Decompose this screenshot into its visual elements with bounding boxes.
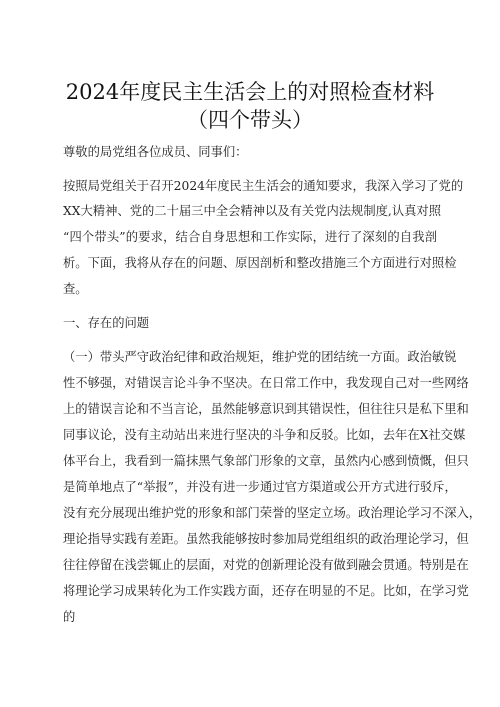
point1-line: 是简单地点了“举报”，并没有进一步通过官方渠道或公开方式进行驳斥， [63, 480, 457, 494]
point1-line: 性不够强，对错误言论斗争不坚决。在日常工作中，我发现自己对一些网络 [63, 376, 469, 390]
document-subtitle: （四个带头） [187, 108, 313, 132]
point1-line: 理论指导实践有差距。虽然我能够按时参加局党组组织的政治理论学习，但 [63, 532, 469, 546]
point1-line: 往往停留在浅尝辄止的层面，对党的创新理论没有做到融会贯通。特别是在 [63, 558, 469, 572]
point1-line: 体平台上，我看到一篇抹黑气象部门形象的文章，虽然内心感到愤慨，但只 [63, 454, 469, 468]
greeting: 尊敬的局党组各位成员、同事们： [63, 145, 248, 159]
point1-line: 没有充分展现出维护党的形象和部门荣誉的坚定立场。政治理论学习不深入， [63, 506, 482, 520]
intro-line: 查。 [63, 282, 88, 296]
intro-line: 按照局党组关于召开2024年度民主生活会的通知要求，我深入学习了党的 [63, 179, 464, 193]
intro-line: XX大精神、党的二十届三中全会精神以及有关党内法规制度,认真对照 [63, 204, 442, 218]
intro-line: “四个带头”的要求，结合自身思想和工作实际，进行了深刻的自我剖 [63, 230, 437, 244]
point1-line: 的 [63, 610, 76, 624]
document-title: 2024年度民主生活会上的对照检查材料 [65, 80, 435, 104]
section-heading: 一、存在的问题 [63, 316, 150, 330]
point1-line: （一）带头严守政治纪律和政治规矩，维护党的团结统一方面。政治敏锐 [63, 350, 457, 364]
intro-line: 析。下面，我将从存在的问题、原因剖析和整改措施三个方面进行对照检 [63, 256, 457, 270]
point1-line: 上的错误言论和不当言论，虽然能够意识到其错误性，但往往只是私下里和 [63, 402, 469, 416]
point1-line: 将理论学习成果转化为工作实践方面，还存在明显的不足。比如，在学习党 [63, 584, 469, 598]
point1-line: 同事议论，没有主动站出来进行坚决的斗争和反驳。比如，去年在X社交媒 [63, 428, 466, 442]
